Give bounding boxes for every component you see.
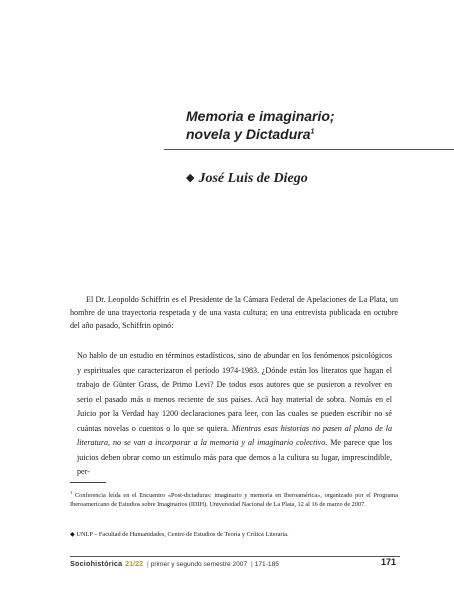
author-affiliation: ◆ UNLP – Facultad de Humanidades, Centro de Estudios de Teoría y Crítica Literaria. [70,531,289,538]
footnote-1 [70,491,398,510]
page-number: 171 [381,557,397,567]
article-title-line-2 [186,125,426,143]
title-divider [164,149,454,150]
journal-footer [70,559,279,570]
page-range: 171-185 [254,561,279,568]
footnote-divider [70,482,106,483]
author-line [186,170,308,188]
issue-text: primer y segundo semestre 2007 [150,561,248,568]
article-title [186,107,426,143]
author-diamond-icon: ◆ [186,172,195,184]
quote-italic-text: Mientras esas historias no pasen al plano de la literatura, no se van a incorporar a la memoria y al imaginario colectivo. [77,423,392,447]
footer-divider [70,556,400,557]
quote-text-part-1: No hablo de un estudio en términos estadísticos, sino de abundar en los fenómenos psicológicos y espirituales que caracterizaron el período 1974-1983. ¿Dónde están los literatos que hagan el trabajo de Günter Grass, de Primo Levi? De todos esos autores que se pusieron a revolver en serio el pasado más o menos reciente de sus países. Acá hay material de sobra. Nomás en el Juicio por la Verdad hay 1200 declaraciones para leer, con las cuales se pueden escribir no sé cuántas novelas o cuentos o lo que se quiera. [77,351,392,433]
journal-volume: 21/22 [125,559,144,568]
block-quote [77,349,392,480]
intro-paragraph: El Dr. Leopoldo Schiffrin es el Presidente de la Cámara Federal de Apelaciones de La Plata, un hombre de una trayectoria respetada y de una vasta cultura; en una entrevista publicada en octubre del año pasado, Schiffrin opinó: [70,295,398,330]
quote-text-part-2: Me parece que los juicios deben obrar como un estímulo más para que demos a la cultura su lugar, imprescindible, per- [77,438,393,476]
footer-separator: | [147,561,149,568]
author-name: José Luis de Diego [198,171,308,186]
article-title-line-1: Memoria e imaginario; [186,108,335,124]
title-footnote-ref: 1 [310,128,315,136]
footnote-1-text: Conferencia leída en el Encuentro «Post-dictaduras: imaginario y memoria en Iberoamérica», organizado por el Programa Iberoamericano de Estudios sobre Imaginarios (IDIH). Universidad Nacional de La Plata, 12 al 16 de marzo de 2007. [70,492,398,509]
footnote-marker: 1 [70,489,73,495]
footer-separator: | [250,561,253,568]
article-title-line-2-text: novela y Dictadura [186,126,311,142]
journal-name: Sociohistórica [70,559,123,568]
